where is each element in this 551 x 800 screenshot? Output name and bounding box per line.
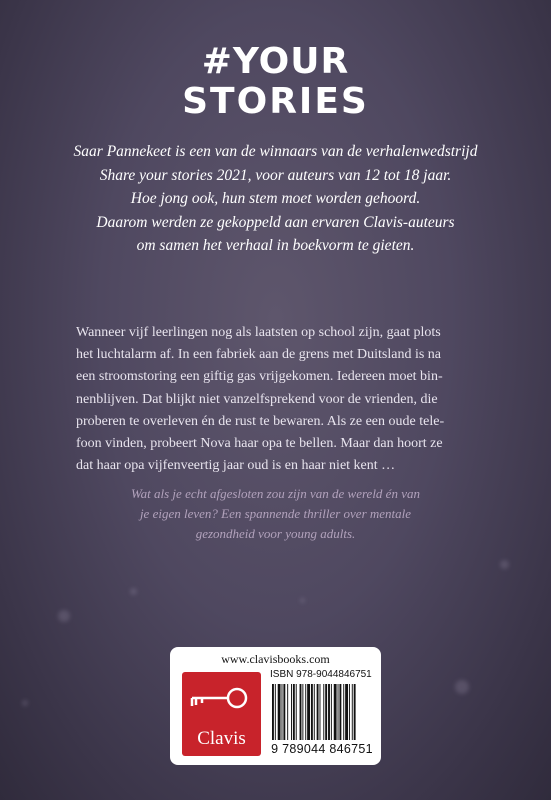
- series-logo-line2: STORIES: [182, 81, 369, 122]
- barcode-bar: [311, 684, 313, 740]
- blurb-line: nenblijven. Dat blijkt niet vanzelfsprekend voor de vrienden, die: [76, 391, 438, 407]
- barcode-bar: [275, 684, 276, 740]
- barcode-bar: [296, 684, 297, 740]
- tagline-line: gezondheid voor young adults.: [195, 526, 356, 541]
- bokeh-dot: [130, 588, 137, 595]
- barcode-bar: [305, 684, 306, 740]
- barcode-digits: 9 789044 846751: [271, 742, 373, 756]
- isbn-text: ISBN 978-9044846751: [270, 669, 372, 680]
- book-tagline: [70, 484, 481, 544]
- intro-line: Saar Pannekeet is een van de winnaars van de verhalenwedstrijd: [73, 143, 478, 160]
- barcode-bar: [287, 684, 288, 740]
- barcode-bar: [283, 684, 285, 740]
- barcode-bar: [302, 684, 303, 740]
- publisher-website: www.clavisbooks.com: [221, 652, 330, 666]
- barcode-bar: [325, 684, 327, 740]
- barcode-bar: [328, 684, 330, 740]
- barcode-bar: [331, 684, 332, 740]
- blurb-line: een stroomstoring een giftig gas vrijgekomen. Iedereen moet bin-: [76, 369, 443, 385]
- barcode-bar: [320, 684, 321, 740]
- bokeh-dot: [300, 598, 305, 603]
- barcode-bar: [282, 684, 283, 740]
- book-blurb: [76, 322, 476, 477]
- barcode-bar: [352, 684, 353, 740]
- author-intro: [40, 140, 511, 258]
- barcode-bar: [338, 684, 339, 740]
- barcode-bar: [349, 684, 350, 740]
- barcode-bar: [314, 684, 315, 740]
- barcode-bars: [270, 684, 376, 742]
- barcode-bar: [291, 684, 292, 740]
- key-icon: [182, 672, 261, 726]
- blurb-line: dat haar opa vijfenveertig jaar oud is en haar niet kent …: [76, 458, 396, 474]
- barcode-bar: [317, 684, 319, 740]
- barcode-bar: [293, 684, 295, 740]
- bokeh-dot: [22, 700, 28, 706]
- blurb-line: Wanneer vijf leerlingen nog als laatsten op school zijn, gaat plots: [76, 325, 441, 340]
- bokeh-dot: [58, 610, 70, 622]
- barcode-bar: [354, 684, 356, 740]
- intro-line: Daarom werden ze gekoppeld aan ervaren Clavis-auteurs: [96, 213, 455, 231]
- barcode-bar: [345, 684, 348, 740]
- bokeh-dot: [455, 680, 469, 694]
- blurb-line: foon vinden, probeert Nova haar opa te bellen. Maar dan hoort ze: [76, 436, 443, 452]
- barcode-bar: [334, 684, 337, 740]
- intro-line: Hoe jong ook, hun stem moet worden gehoord.: [130, 190, 421, 207]
- blurb-line: het luchtalarm af. In een fabriek aan de grens met Duitsland is na: [76, 347, 442, 363]
- intro-line: om samen het verhaal in boekvorm te gieten.: [136, 237, 415, 254]
- tagline-line: Wat als je echt afgesloten zou zijn van de wereld én van: [131, 486, 420, 501]
- publisher-logo: [182, 672, 261, 756]
- barcode-bar: [339, 684, 341, 740]
- barcode-bar: [307, 684, 310, 740]
- tagline-line: je eigen leven? Een spannende thriller over mentale: [139, 506, 412, 521]
- publisher-name: Clavis: [197, 728, 246, 749]
- barcode-bar: [323, 684, 324, 740]
- intro-line: Share your stories 2021, voor auteurs van 12 tot 18 jaar.: [99, 166, 452, 184]
- bokeh-dot: [500, 560, 509, 569]
- barcode-bar: [343, 684, 344, 740]
- series-logo-line1: #YOUR: [201, 41, 350, 82]
- barcode-bar: [278, 684, 281, 740]
- blurb-line: proberen te overleven én de rust te bewaren. Als ze een oude tele-: [76, 413, 445, 429]
- barcode-panel: [170, 647, 381, 765]
- barcode-bar: [300, 684, 302, 740]
- barcode-bar: [272, 684, 274, 740]
